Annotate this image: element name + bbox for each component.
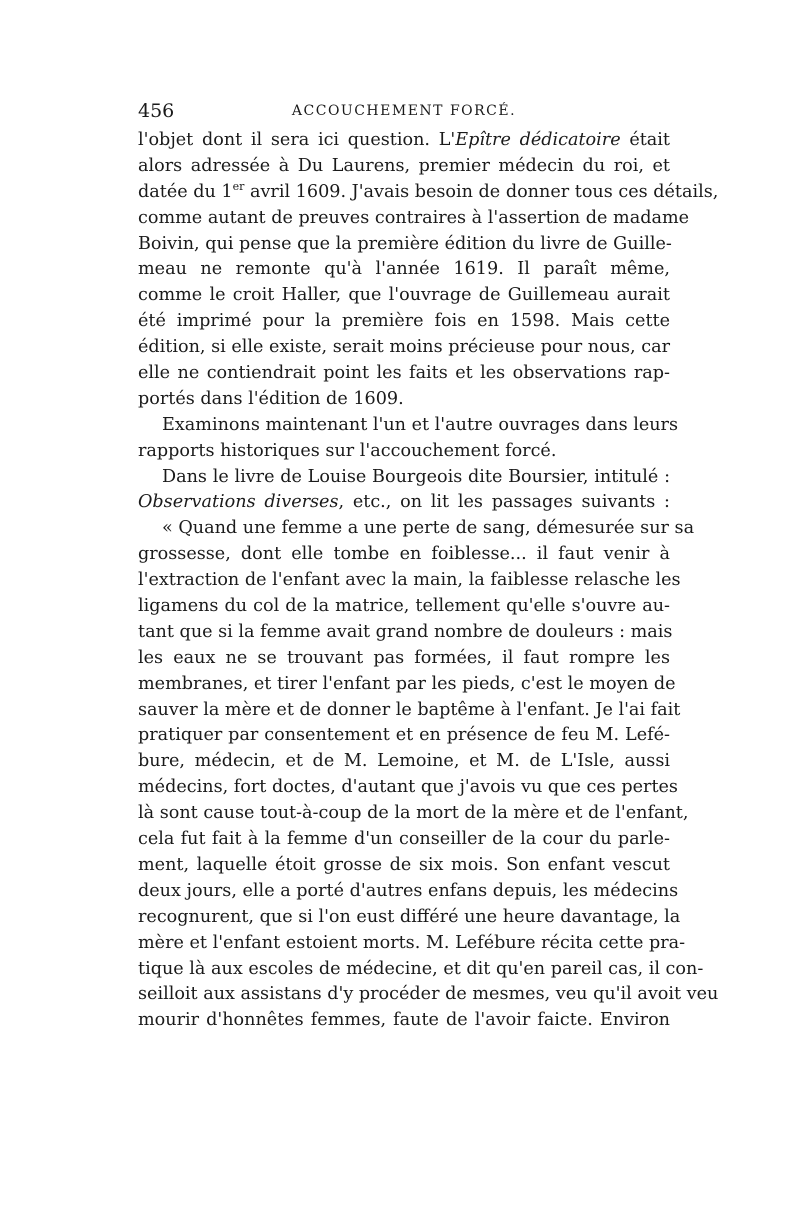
text-run: été imprimé pour la première fois en 1598. Mais cette (138, 311, 670, 332)
text-line (138, 542, 670, 568)
text-line (138, 879, 679, 905)
text-line (138, 257, 670, 283)
text-line (138, 361, 670, 387)
text-line (138, 957, 704, 983)
text-run: médecins, fort doctes, d'autant que j'avois vu que ces pertes (138, 777, 678, 798)
text-run: avril 1609. J'avais besoin de donner tous ces détails, (244, 181, 719, 202)
body-text (138, 128, 719, 1034)
page-header (138, 96, 670, 126)
text-line (138, 490, 670, 516)
text-run: édition, si elle existe, serait moins précieuse pour nous, car (138, 337, 670, 358)
text-run: recognurent, que si l'on eust différé une heure davantage, la (138, 906, 681, 927)
text-run: mère et l'enfant estoient morts. M. Lefébure récita cette pra- (138, 932, 686, 953)
text-run: tant que si la femme avait grand nombre de douleurs : mais (138, 621, 673, 642)
text-run: tique là aux escoles de médecine, et dit qu'en pareil cas, il con- (138, 958, 704, 979)
text-line (138, 853, 670, 879)
text-run: rapports historiques sur l'accouchement forcé. (138, 440, 557, 461)
text-line (138, 931, 686, 957)
text-run: ligamens du col de la matrice, tellement qu'elle s'ouvre au- (138, 596, 670, 617)
text-run: les eaux ne se trouvant pas formées, il faut rompre les (138, 647, 670, 668)
text-line (138, 439, 670, 465)
text-line (138, 1008, 670, 1034)
text-line (138, 128, 670, 154)
book-page (138, 96, 719, 1034)
text-line (138, 672, 676, 698)
text-run: datée du 1 (138, 181, 233, 202)
text-line (138, 827, 670, 853)
text-line (138, 465, 670, 491)
text-run: l'extraction de l'enfant avec la main, la faiblesse relasche les (138, 570, 681, 591)
text-run: ment, laquelle étoit grosse de six mois. Son enfant vescut (138, 854, 670, 875)
text-run: Examinons maintenant l'un et l'autre ouvrages dans leurs (162, 414, 679, 435)
text-line (138, 206, 690, 232)
text-line (138, 905, 681, 931)
text-run: , etc., on lit les passages suivants : (338, 492, 670, 513)
text-run: membranes, et tirer l'enfant par les pieds, c'est le moyen de (138, 673, 676, 694)
text-line (138, 775, 678, 801)
text-run: elle ne contiendrait point les faits et les observations rap- (138, 363, 670, 384)
text-run: deux jours, elle a porté d'autres enfans depuis, les médecins (138, 880, 679, 901)
text-line (138, 620, 673, 646)
text-run: comme autant de preuves contraires à l'assertion de madame (138, 207, 690, 228)
text-run: là sont cause tout-à-coup de la mort de la mère et de l'enfant, (138, 803, 689, 824)
text-line (138, 516, 695, 542)
text-run: bure, médecin, et de M. Lemoine, et M. de L'Isle, aussi (138, 751, 670, 772)
text-run: Boivin, qui pense que la première édition du livre de Guille- (138, 233, 672, 254)
text-line (138, 594, 670, 620)
italic-text: Observations diverses (138, 492, 339, 513)
text-run: était (620, 130, 670, 150)
text-run: seilloit aux assistans d'y procéder de mesmes, veu qu'il avoit veu (138, 984, 719, 1005)
text-run: Dans le livre de Louise Bourgeois dite Boursier, intitulé : (162, 466, 670, 487)
text-line (138, 568, 681, 594)
text-run: portés dans l'édition de 1609. (138, 388, 404, 409)
text-line (138, 982, 719, 1008)
text-run: cela fut fait à la femme d'un conseiller de la cour du parle- (138, 829, 670, 850)
text-line (138, 154, 670, 180)
text-line (138, 179, 719, 206)
text-run: grossesse, dont elle tombe en foiblesse... il faut venir à (138, 544, 670, 565)
text-run: mourir d'honnêtes femmes, faute de l'avoir faicte. Environ (138, 1010, 670, 1031)
text-line (138, 309, 670, 335)
text-run: meau ne remonte qu'à l'année 1619. Il paraît même, (138, 259, 670, 280)
text-run: alors adressée à Du Laurens, premier médecin du roi, et (138, 155, 670, 176)
text-line (138, 749, 670, 775)
page-number: 456 (138, 100, 175, 122)
text-run: sauver la mère et de donner le baptême à l'enfant. Je l'ai fait (138, 699, 681, 720)
text-run: l'objet dont il sera ici question. L' (138, 130, 456, 150)
text-line (138, 387, 670, 413)
text-line (138, 283, 670, 309)
text-run: « Quand une femme a une perte de sang, démesurée sur sa (162, 518, 695, 539)
text-line (138, 413, 679, 439)
text-line (138, 723, 670, 749)
superscript-text: er (232, 179, 245, 193)
running-title: ACCOUCHEMENT FORCÉ. (291, 103, 517, 119)
text-line (138, 232, 670, 258)
text-run: comme le croit Haller, que l'ouvrage de Guillemeau aurait (138, 285, 670, 306)
text-line (138, 801, 689, 827)
italic-text: Epître dédicatoire (455, 130, 621, 150)
text-line (138, 646, 670, 672)
text-run: pratiquer par consentement et en présence de feu M. Lefé- (138, 725, 670, 746)
text-line (138, 335, 670, 361)
text-line (138, 698, 681, 724)
